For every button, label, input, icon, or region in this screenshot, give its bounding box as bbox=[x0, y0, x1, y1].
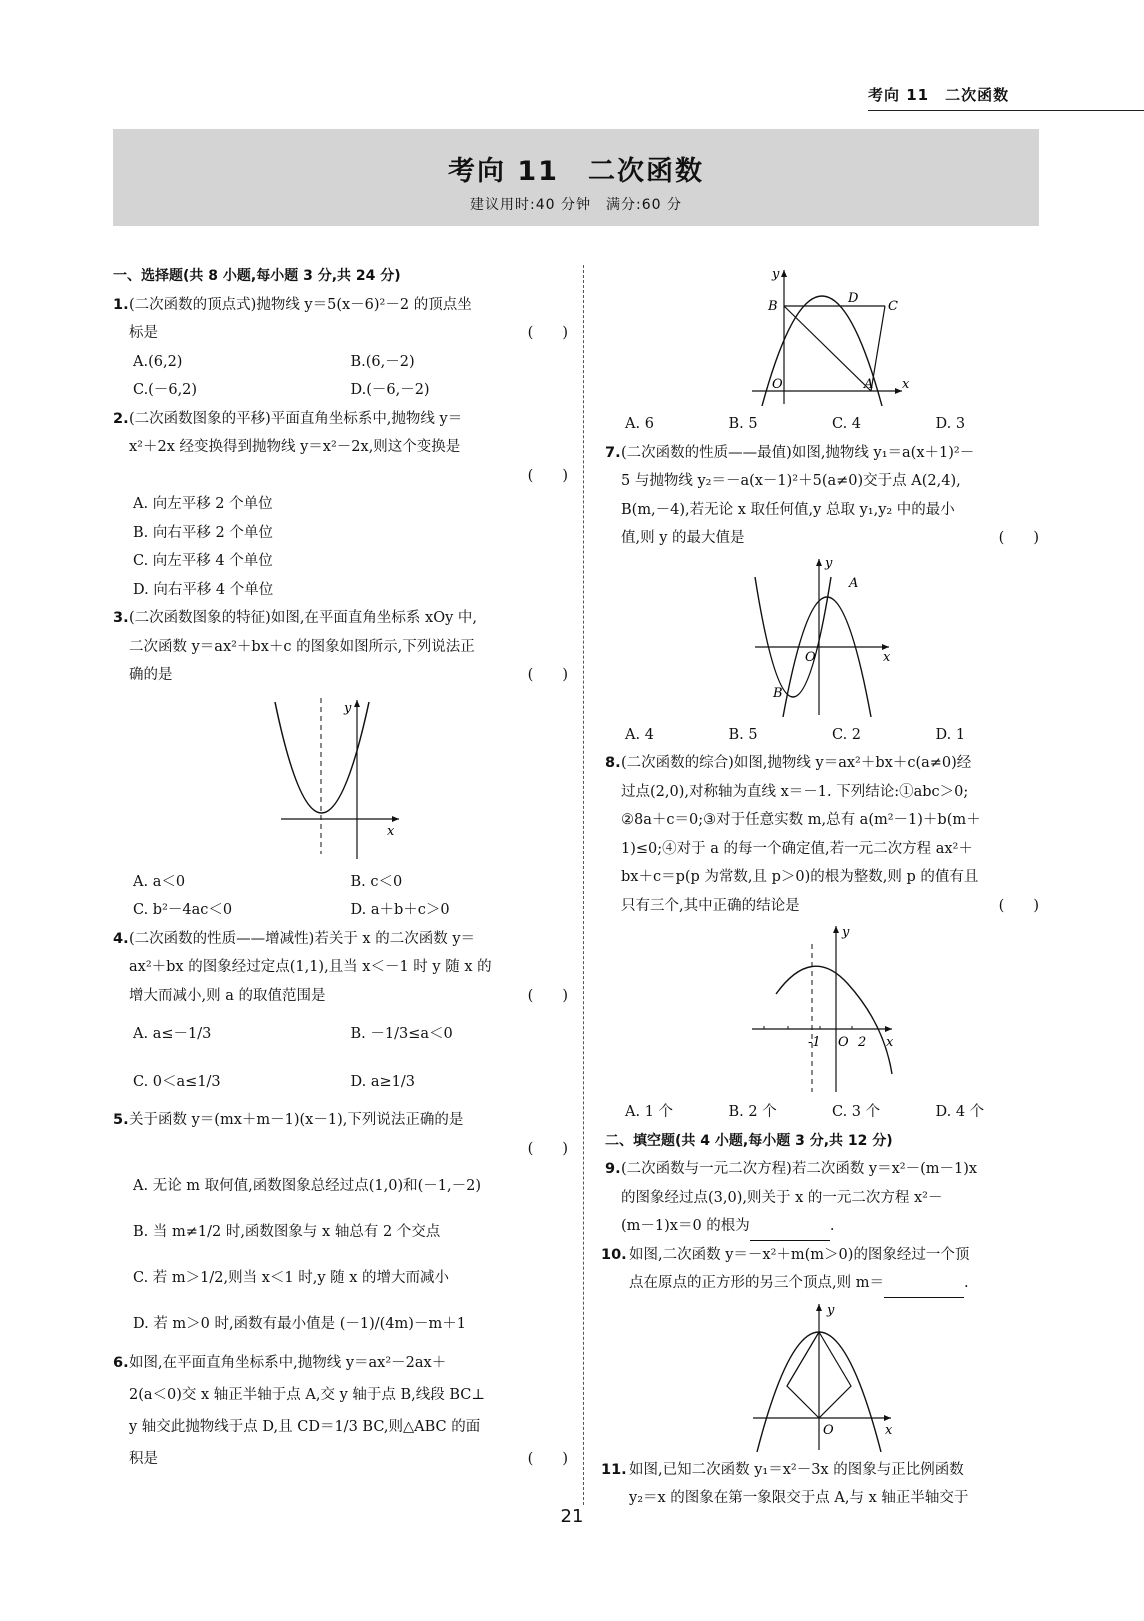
question-text: (二次函数的性质——最值)如图,抛物线 y₁＝a(x＋1)²－ bbox=[621, 444, 975, 461]
option-d: D. 3 bbox=[935, 416, 966, 432]
question-8 bbox=[605, 749, 1039, 920]
option-a: A. 向左平移 2 个单位 bbox=[133, 496, 273, 512]
answer-bracket: ( ) bbox=[527, 987, 568, 1004]
question-text: 只有三个,其中正确的结论是 bbox=[621, 897, 800, 914]
question-text: 2(a＜0)交 x 轴正半轴于点 A,交 y 轴于点 B,线段 BC⊥ bbox=[129, 1387, 486, 1403]
options bbox=[605, 410, 1039, 439]
option-d: D. 向右平移 4 个单位 bbox=[133, 581, 274, 598]
question-text: x²＋2x 经变换得到抛物线 y＝x²－2x,则这个变换是 bbox=[129, 439, 461, 455]
options bbox=[113, 1010, 568, 1106]
point-c-label: C bbox=[888, 299, 898, 314]
question-number: 6. bbox=[113, 1355, 129, 1371]
question-3 bbox=[113, 604, 568, 690]
point-d-label: D bbox=[848, 291, 859, 306]
figure-q8 bbox=[742, 924, 902, 1094]
option-a: A. 4 bbox=[625, 726, 654, 743]
question-text: ②8a＋c＝0;③对于任意实数 m,总有 a(m²－1)＋b(m＋ bbox=[621, 812, 981, 828]
question-text: y 轴交此抛物线于点 D,且 CD＝1/3 BC,则△ABC 的面 bbox=[129, 1419, 481, 1435]
options bbox=[113, 1163, 568, 1347]
options bbox=[113, 868, 568, 925]
option-c: C.(－6,2) bbox=[133, 382, 198, 398]
question-text: 二次函数 y＝ax²＋bx＋c 的图象如图所示,下列说法正 bbox=[129, 638, 475, 655]
option-c: C. 3 个 bbox=[832, 1104, 881, 1120]
figure-q6 bbox=[732, 266, 912, 406]
question-number: 3. bbox=[113, 610, 129, 626]
header-rule bbox=[868, 110, 1144, 111]
figure-q10 bbox=[747, 1302, 897, 1452]
question-text: 确的是 bbox=[129, 667, 173, 683]
question-5 bbox=[113, 1106, 568, 1163]
question-text: 1)≤0;④对于 a 的每一个确定值,若一元二次方程 ax²＋ bbox=[621, 840, 973, 857]
x-axis-label: x bbox=[886, 1035, 894, 1050]
section-heading: 一、选择题(共 8 小题,每小题 3 分,共 24 分) bbox=[113, 268, 401, 284]
option-b: B. 当 m≠1/2 时,函数图象与 x 轴总有 2 个交点 bbox=[133, 1224, 441, 1240]
origin-label: O bbox=[772, 377, 783, 392]
y-axis-label: y bbox=[343, 700, 351, 716]
option-b: B. 2 个 bbox=[728, 1104, 777, 1120]
tick-label-2: 2 bbox=[858, 1035, 867, 1050]
y-axis-label: y bbox=[827, 1302, 835, 1318]
option-b: B. 5 bbox=[728, 726, 758, 743]
x-axis-label: x bbox=[883, 649, 891, 665]
question-text: B(m,－4),若无论 x 取任何值,y 总取 y₁,y₂ 中的最小 bbox=[621, 501, 955, 518]
y-axis-label: y bbox=[772, 267, 780, 282]
options bbox=[113, 490, 568, 604]
origin-label: O bbox=[838, 1035, 849, 1050]
question-text: 点在原点的正方形的另三个顶点,则 m＝ bbox=[629, 1275, 884, 1291]
question-number: 7. bbox=[605, 444, 621, 461]
option-c: C. 2 bbox=[832, 726, 862, 743]
section-heading: 二、填空题(共 4 小题,每小题 3 分,共 12 分) bbox=[605, 1132, 893, 1149]
answer-blank[interactable] bbox=[884, 1279, 964, 1298]
option-a: A. 1 个 bbox=[625, 1104, 674, 1120]
question-text: 值,则 y 的最大值是 bbox=[621, 530, 745, 546]
answer-blank[interactable] bbox=[750, 1222, 830, 1241]
origin-label: O bbox=[823, 1422, 834, 1438]
running-header: 考向 11 二次函数 bbox=[868, 86, 1010, 104]
x-axis-label: x bbox=[902, 377, 910, 392]
option-c: C. 若 m＞1/2,则当 x＜1 时,y 随 x 的增大而减小 bbox=[133, 1270, 450, 1286]
question-text: bx＋c＝p(p 为常数,且 p＞0)的根为整数,则 p 的值有且 bbox=[621, 869, 979, 885]
right-column bbox=[601, 262, 1039, 1513]
page-number: 21 bbox=[560, 1506, 584, 1527]
option-b: B.(6,－2) bbox=[350, 353, 415, 370]
answer-bracket: ( ) bbox=[527, 667, 568, 683]
question-text: (二次函数的综合)如图,抛物线 y＝ax²＋bx＋c(a≠0)经 bbox=[621, 755, 972, 771]
y-axis-label: y bbox=[825, 556, 833, 571]
question-text: 如图,在平面直角坐标系中,抛物线 y＝ax²－2ax＋ bbox=[129, 1355, 447, 1371]
question-text: (m－1)x＝0 的根为 bbox=[621, 1218, 750, 1234]
options bbox=[605, 721, 1039, 750]
page-title: 考向 11 二次函数 bbox=[448, 156, 704, 187]
question-text: 标是 bbox=[129, 325, 158, 341]
option-a: A. 无论 m 取何值,函数图象总经过点(1,0)和(－1,－2) bbox=[133, 1178, 482, 1194]
answer-bracket: ( ) bbox=[527, 325, 568, 341]
question-text: 的图象经过点(3,0),则关于 x 的一元二次方程 x²－ bbox=[621, 1189, 943, 1206]
figure-q3 bbox=[271, 694, 411, 864]
page-subtitle: 建议用时:40 分钟 满分:60 分 bbox=[470, 197, 682, 213]
point-b-label: B bbox=[768, 299, 778, 314]
answer-bracket: ( ) bbox=[527, 1451, 568, 1467]
option-d: D. a＋b＋c＞0 bbox=[350, 902, 450, 918]
option-a: A. 6 bbox=[625, 416, 654, 432]
option-d: D. a≥1/3 bbox=[350, 1074, 415, 1090]
question-7 bbox=[605, 439, 1039, 553]
x-axis-label: x bbox=[386, 823, 394, 839]
left-column bbox=[113, 262, 568, 1475]
options bbox=[113, 348, 568, 405]
option-c: C. b²－4ac＜0 bbox=[133, 902, 233, 918]
question-number: 2. bbox=[113, 410, 129, 427]
option-d: D. 1 bbox=[935, 726, 966, 743]
point-a-label: A bbox=[849, 575, 859, 591]
origin-label: O bbox=[805, 649, 816, 665]
question-number: 1. bbox=[113, 296, 129, 313]
question-text: (二次函数的性质——增减性)若关于 x 的二次函数 y＝ bbox=[129, 930, 476, 947]
question-2 bbox=[113, 405, 568, 491]
question-text: y₂＝x 的图象在第一象限交于点 A,与 x 轴正半轴交于 bbox=[629, 1490, 969, 1506]
point-b-label: B bbox=[773, 685, 783, 701]
question-text: 5 与抛物线 y₂＝－a(x－1)²＋5(a≠0)交于点 A(2,4), bbox=[621, 473, 961, 489]
option-d: D. 4 个 bbox=[935, 1104, 985, 1120]
question-text: (二次函数的顶点式)抛物线 y＝5(x－6)²－2 的顶点坐 bbox=[129, 296, 472, 313]
question-text: ax²＋bx 的图象经过定点(1,1),且当 x＜－1 时 y 随 x 的 bbox=[129, 959, 492, 975]
question-text: (二次函数与一元二次方程)若二次函数 y＝x²－(m－1)x bbox=[621, 1161, 978, 1177]
question-1 bbox=[113, 291, 568, 348]
question-text: (二次函数图象的特征)如图,在平面直角坐标系 xOy 中, bbox=[129, 610, 478, 626]
option-c: C. 4 bbox=[832, 416, 862, 432]
answer-bracket: ( ) bbox=[527, 467, 568, 484]
point-a-label: A bbox=[864, 377, 874, 392]
option-a: A. a＜0 bbox=[133, 873, 186, 890]
question-number: 5. bbox=[113, 1112, 129, 1128]
answer-bracket: ( ) bbox=[998, 897, 1039, 914]
question-4 bbox=[113, 925, 568, 1011]
tick-label-neg1: -1 bbox=[808, 1035, 821, 1050]
title-banner bbox=[113, 129, 1039, 226]
question-number: 8. bbox=[605, 755, 621, 771]
question-10: 10. 如图,二次函数 y＝－x²＋m(m＞0)的图象经过一个顶 点在原点的正方形的另三个顶点,则 m＝ . bbox=[605, 1241, 1039, 1298]
question-number: 10. bbox=[601, 1246, 627, 1263]
x-axis-label: x bbox=[885, 1422, 893, 1438]
question-number: 4. bbox=[113, 930, 129, 947]
question-6 bbox=[113, 1347, 568, 1475]
column-divider bbox=[583, 265, 584, 1505]
answer-bracket: ( ) bbox=[998, 530, 1039, 546]
answer-bracket: ( ) bbox=[527, 1140, 568, 1157]
y-axis-label: y bbox=[842, 925, 850, 940]
question-number: 9. bbox=[605, 1161, 621, 1177]
question-text: 关于函数 y＝(mx＋m－1)(x－1),下列说法正确的是 bbox=[129, 1112, 464, 1128]
option-c: C. 向左平移 4 个单位 bbox=[133, 553, 273, 569]
question-text: 积是 bbox=[129, 1451, 158, 1467]
figure-q7 bbox=[747, 557, 897, 717]
question-text: 增大而减小,则 a 的取值范围是 bbox=[129, 987, 326, 1004]
question-text: 如图,二次函数 y＝－x²＋m(m＞0)的图象经过一个顶 bbox=[629, 1246, 970, 1263]
option-c: C. 0＜a≤1/3 bbox=[133, 1074, 221, 1090]
question-11 bbox=[601, 1456, 1039, 1513]
option-b: B. c＜0 bbox=[350, 873, 403, 890]
question-9: 9. (二次函数与一元二次方程)若二次函数 y＝x²－(m－1)x 的图象经过点(3,0),则关于 x 的一元二次方程 x²－ (m－1)x＝0 的根为 . bbox=[605, 1155, 1039, 1241]
option-a: A. a≤－1/3 bbox=[133, 1026, 212, 1042]
option-b: B. 向右平移 2 个单位 bbox=[133, 524, 273, 541]
option-d: D.(－6,－2) bbox=[350, 382, 430, 398]
option-b: B. 5 bbox=[728, 416, 758, 432]
option-a: A.(6,2) bbox=[133, 353, 183, 370]
question-text: 过点(2,0),对称轴为直线 x＝－1. 下列结论:①abc＞0; bbox=[621, 783, 969, 800]
question-text: 如图,已知二次函数 y₁＝x²－3x 的图象与正比例函数 bbox=[629, 1461, 964, 1478]
options bbox=[605, 1098, 1039, 1127]
question-number: 11. bbox=[601, 1461, 627, 1478]
option-d: D. 若 m＞0 时,函数有最小值是 (－1)/(4m)－m＋1 bbox=[133, 1316, 466, 1332]
question-text: (二次函数图象的平移)平面直角坐标系中,抛物线 y＝ bbox=[129, 410, 463, 427]
option-b: B. －1/3≤a＜0 bbox=[350, 1026, 453, 1042]
